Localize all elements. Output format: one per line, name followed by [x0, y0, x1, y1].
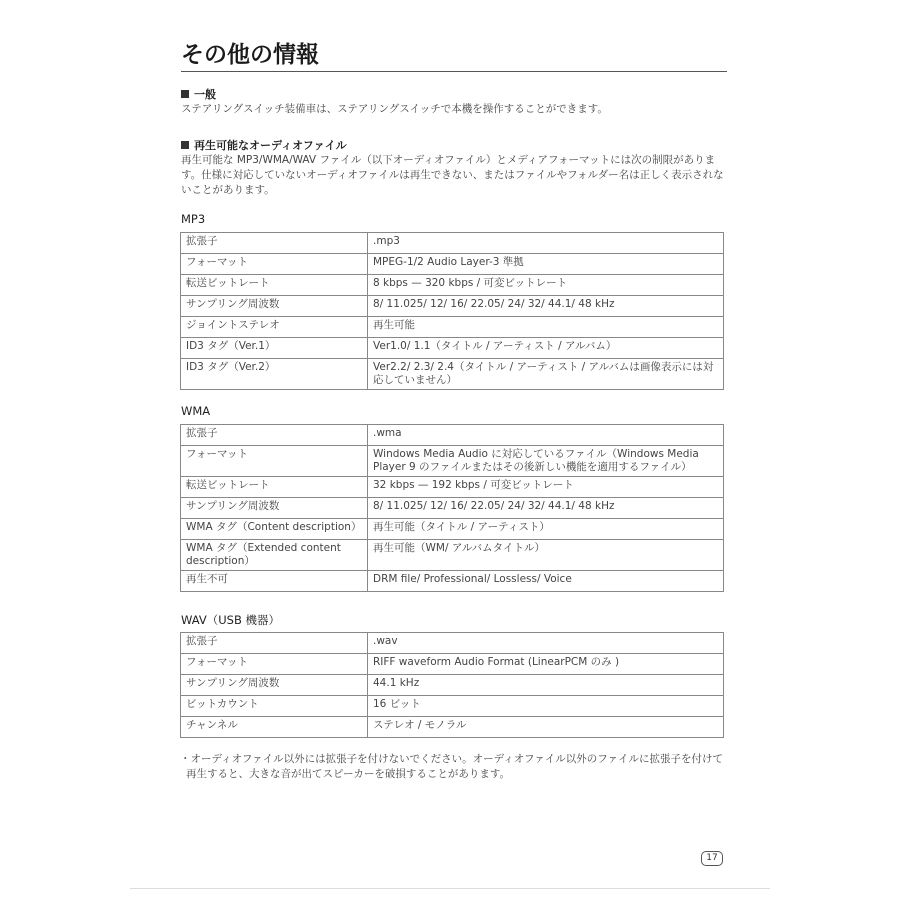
page-number: 17 [701, 851, 723, 866]
row-key: 拡張子 [181, 425, 368, 446]
warning-note: ・オーディオファイル以外には拡張子を付けないでください。オーディオファイル以外のファイルに拡張子を付けて再生すると、大きな音が出てスピーカーを破損することがあります。 [180, 753, 724, 780]
row-value: Windows Media Audio に対応しているファイル（Windows Media Player 9 のファイルまたはその後新しい機能を適用するファイル） [368, 446, 724, 477]
row-key: サンプリング周波数 [181, 675, 368, 696]
table-row [181, 717, 724, 738]
table-row [181, 425, 724, 446]
section-heading-general [181, 86, 216, 102]
row-key: 転送ビットレート [181, 477, 368, 498]
section-heading-audio [181, 137, 347, 153]
square-bullet-icon [181, 90, 189, 98]
table-row [181, 275, 724, 296]
table-row [181, 654, 724, 675]
row-key: ジョイントステレオ [181, 317, 368, 338]
row-value: .wav [368, 633, 724, 654]
table-row [181, 675, 724, 696]
table-row [181, 519, 724, 540]
row-key: WMA タグ（Extended content description） [181, 540, 368, 571]
row-value: Ver2.2/ 2.3/ 2.4（タイトル / アーティスト / アルバムは画像表示には対応していません） [368, 359, 724, 390]
general-text: ステアリングスイッチ装備車は、ステアリングスイッチで本機を操作することができます。 [181, 103, 608, 115]
row-value: RIFF waveform Audio Format (LinearPCM のみ ) [368, 654, 724, 675]
row-key: 再生不可 [181, 571, 368, 592]
wma-label: WMA [181, 404, 211, 418]
page-title: その他の情報 [181, 42, 319, 68]
table-row [181, 446, 724, 477]
row-value: 再生可能（WM/ アルバムタイトル） [368, 540, 724, 571]
row-key: 拡張子 [181, 633, 368, 654]
row-key: サンプリング周波数 [181, 296, 368, 317]
row-key: チャンネル [181, 717, 368, 738]
row-value: 再生可能（タイトル / アーティスト） [368, 519, 724, 540]
table-row [181, 317, 724, 338]
table-row [181, 359, 724, 390]
page-edge-line [130, 888, 770, 889]
table-row [181, 498, 724, 519]
row-value: 44.1 kHz [368, 675, 724, 696]
wma-table [180, 424, 724, 592]
wav-table [180, 632, 724, 738]
table-row [181, 233, 724, 254]
table-row [181, 571, 724, 592]
row-value: MPEG-1/2 Audio Layer-3 準拠 [368, 254, 724, 275]
table-row [181, 477, 724, 498]
row-value: 8 kbps — 320 kbps / 可変ビットレート [368, 275, 724, 296]
row-value: DRM file/ Professional/ Lossless/ Voice [368, 571, 724, 592]
table-row [181, 254, 724, 275]
row-value: .mp3 [368, 233, 724, 254]
row-key: フォーマット [181, 654, 368, 675]
row-value: 8/ 11.025/ 12/ 16/ 22.05/ 24/ 32/ 44.1/ 48 kHz [368, 296, 724, 317]
row-key: サンプリング周波数 [181, 498, 368, 519]
table-row [181, 338, 724, 359]
row-value: ステレオ / モノラル [368, 717, 724, 738]
row-key: WMA タグ（Content description） [181, 519, 368, 540]
table-row [181, 696, 724, 717]
mp3-label: MP3 [181, 212, 206, 226]
wav-label: WAV（USB 機器） [181, 613, 281, 627]
row-value: 16 ビット [368, 696, 724, 717]
row-key: ビットカウント [181, 696, 368, 717]
audio-text: 再生可能な MP3/WMA/WAV ファイル（以下オーディオファイル）とメディアフォーマットには次の制限があります。仕様に対応していないオーディオファイルは再生できない、またはファイルやフォルダー名は正しく表示されないことがあります。 [181, 154, 724, 196]
title-divider [181, 71, 727, 72]
row-key: ID3 タグ（Ver.2） [181, 359, 368, 390]
table-row [181, 540, 724, 571]
row-key: フォーマット [181, 446, 368, 477]
row-value: Ver1.0/ 1.1（タイトル / アーティスト / アルバム） [368, 338, 724, 359]
square-bullet-icon [181, 141, 189, 149]
heading-text: 一般 [194, 88, 216, 101]
mp3-table [180, 232, 724, 390]
row-value: 8/ 11.025/ 12/ 16/ 22.05/ 24/ 32/ 44.1/ 48 kHz [368, 498, 724, 519]
row-value: 32 kbps — 192 kbps / 可変ビットレート [368, 477, 724, 498]
row-key: フォーマット [181, 254, 368, 275]
row-key: ID3 タグ（Ver.1） [181, 338, 368, 359]
row-key: 転送ビットレート [181, 275, 368, 296]
row-value: .wma [368, 425, 724, 446]
row-value: 再生可能 [368, 317, 724, 338]
heading-text: 再生可能なオーディオファイル [194, 139, 347, 152]
table-row [181, 633, 724, 654]
table-row [181, 296, 724, 317]
row-key: 拡張子 [181, 233, 368, 254]
